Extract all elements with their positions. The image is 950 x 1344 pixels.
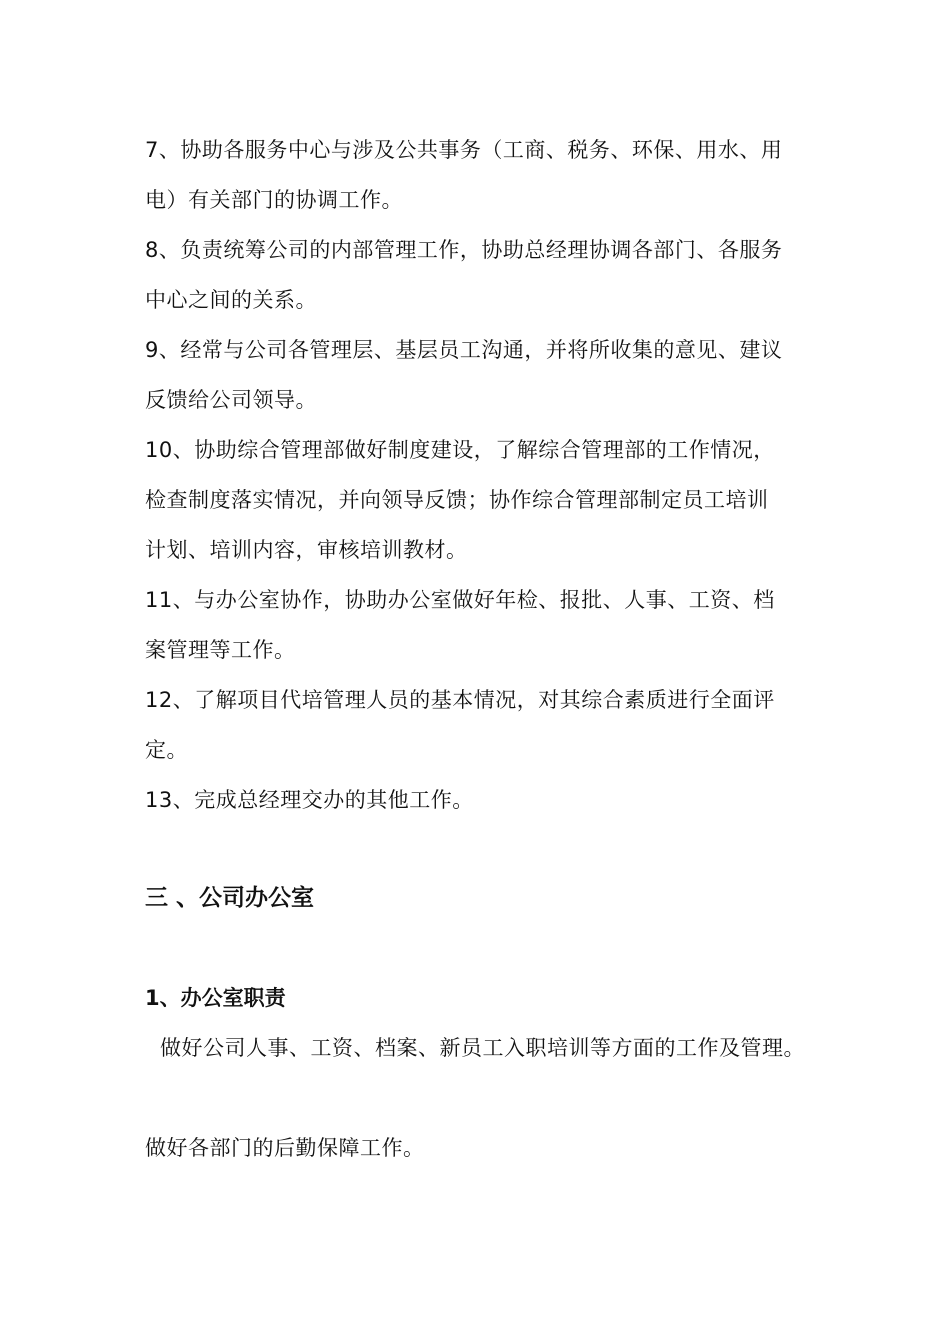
item-12-line-1: 12、了解项目代培管理人员的基本情况，对其综合素质进行全面评 <box>145 688 775 712</box>
item-11-line-2: 案管理等工作。 <box>145 638 296 662</box>
section-paragraph-1: 做好公司人事、工资、档案、新员工入职培训等方面的工作及管理。 <box>160 1036 805 1060</box>
item-9-line-1: 9、经常与公司各管理层、基层员工沟通，并将所收集的意见、建议 <box>145 338 783 362</box>
subsection-heading: 1、办公室职责 <box>145 986 286 1010</box>
item-11-line-1: 11、与办公室协作，协助办公室做好年检、报批、人事、工资、档 <box>145 588 775 612</box>
item-12-line-2: 定。 <box>145 738 188 762</box>
item-7-line-2: 电）有关部门的协调工作。 <box>145 188 403 212</box>
item-9-line-2: 反馈给公司领导。 <box>145 388 317 412</box>
item-8-line-2: 中心之间的关系。 <box>145 288 317 312</box>
item-10-line-2: 检查制度落实情况，并向领导反馈；协作综合管理部制定员工培训 <box>145 488 769 512</box>
item-8-line-1: 8、负责统筹公司的内部管理工作，协助总经理协调各部门、各服务 <box>145 238 783 262</box>
item-13-line-1: 13、完成总经理交办的其他工作。 <box>145 788 474 812</box>
item-10-line-1: 10、协助综合管理部做好制度建设，了解综合管理部的工作情况， <box>145 438 775 462</box>
section-paragraph-2: 做好各部门的后勤保障工作。 <box>145 1136 425 1160</box>
item-7-line-1: 7、协助各服务中心与涉及公共事务（工商、税务、环保、用水、用 <box>145 138 783 162</box>
section-heading: 三 、公司办公室 <box>145 885 315 911</box>
item-10-line-3: 计划、培训内容，审核培训教材。 <box>145 538 468 562</box>
